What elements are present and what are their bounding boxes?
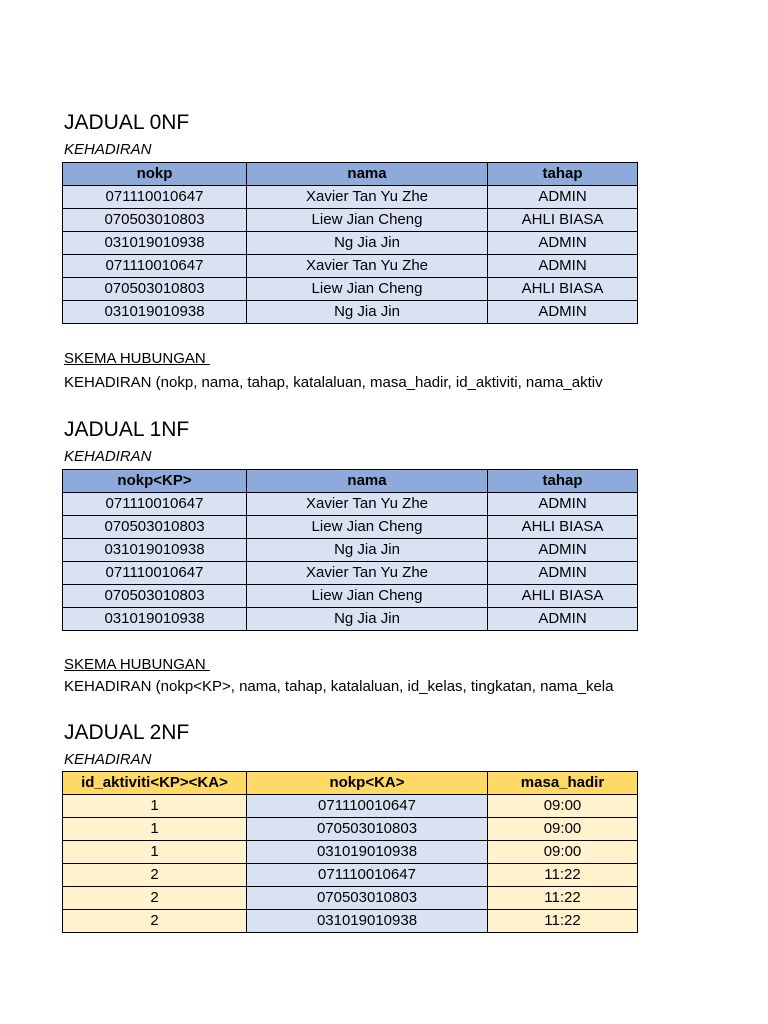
table-cell: AHLI BIASA (488, 278, 638, 301)
table-cell: 070503010803 (247, 818, 488, 841)
table-row (63, 562, 638, 585)
table-row (63, 516, 638, 539)
column-header: nokp (63, 163, 247, 186)
table-cell: 2 (63, 887, 247, 910)
heading-jadual-2nf: JADUAL 2NF (64, 721, 190, 744)
table-cell: Ng Jia Jin (247, 232, 488, 255)
table-cell: Liew Jian Cheng (247, 278, 488, 301)
column-header: nokp<KA> (247, 772, 488, 795)
table-cell: 2 (63, 864, 247, 887)
table-cell: 1 (63, 818, 247, 841)
table-cell: ADMIN (488, 186, 638, 209)
table-row (63, 887, 638, 910)
schema-text-0nf: KEHADIRAN (nokp, nama, tahap, katalaluan, masa_hadir, id_aktiviti, nama_aktiv (64, 374, 603, 391)
column-header: tahap (488, 163, 638, 186)
table-cell: ADMIN (488, 608, 638, 631)
table-row (63, 186, 638, 209)
table-cell: Xavier Tan Yu Zhe (247, 186, 488, 209)
table-header-row (63, 772, 638, 795)
table-row (63, 209, 638, 232)
table-cell: 070503010803 (63, 278, 247, 301)
table-row (63, 255, 638, 278)
table-cell: Liew Jian Cheng (247, 516, 488, 539)
table-header-row (63, 163, 638, 186)
schema-text-1nf: KEHADIRAN (nokp<KP>, nama, tahap, katalaluan, id_kelas, tingkatan, nama_kela (64, 678, 614, 695)
table-row (63, 232, 638, 255)
table-cell: 11:22 (488, 887, 638, 910)
table-cell: Liew Jian Cheng (247, 209, 488, 232)
heading-jadual-0nf: JADUAL 0NF (64, 111, 190, 134)
table-row (63, 301, 638, 324)
table-row (63, 864, 638, 887)
table-cell: AHLI BIASA (488, 516, 638, 539)
table-cell: 070503010803 (63, 516, 247, 539)
table-cell: Liew Jian Cheng (247, 585, 488, 608)
column-header: nama (247, 163, 488, 186)
table-cell: AHLI BIASA (488, 209, 638, 232)
table-cell: 071110010647 (63, 493, 247, 516)
schema-label-1nf: SKEMA HUBUNGAN (64, 656, 210, 673)
table-title-0nf: KEHADIRAN (64, 141, 152, 158)
table-cell: 09:00 (488, 795, 638, 818)
column-header: id_aktiviti<KP><KA> (63, 772, 247, 795)
table-row (63, 608, 638, 631)
table-cell: 09:00 (488, 818, 638, 841)
table-cell: 031019010938 (63, 301, 247, 324)
table-cell: 031019010938 (247, 841, 488, 864)
table-cell: 071110010647 (247, 864, 488, 887)
table-0nf (62, 162, 638, 324)
table-cell: ADMIN (488, 539, 638, 562)
column-header: nokp<KP> (63, 470, 247, 493)
table-cell: ADMIN (488, 301, 638, 324)
table-cell: ADMIN (488, 562, 638, 585)
table-cell: Ng Jia Jin (247, 608, 488, 631)
table-row (63, 585, 638, 608)
table-cell: 11:22 (488, 910, 638, 933)
table-cell: Ng Jia Jin (247, 301, 488, 324)
heading-jadual-1nf: JADUAL 1NF (64, 418, 190, 441)
table-cell: Ng Jia Jin (247, 539, 488, 562)
table-row (63, 493, 638, 516)
table-row (63, 795, 638, 818)
table-row (63, 278, 638, 301)
table-cell: 031019010938 (63, 608, 247, 631)
table-title-1nf: KEHADIRAN (64, 448, 152, 465)
table-cell: Xavier Tan Yu Zhe (247, 562, 488, 585)
table-header-row (63, 470, 638, 493)
table-cell: 09:00 (488, 841, 638, 864)
table-cell: ADMIN (488, 232, 638, 255)
table-cell: 070503010803 (247, 887, 488, 910)
table-cell: 071110010647 (247, 795, 488, 818)
table-row (63, 910, 638, 933)
table-cell: 071110010647 (63, 562, 247, 585)
table-cell: 11:22 (488, 864, 638, 887)
table-2nf (62, 771, 638, 933)
schema-label-0nf: SKEMA HUBUNGAN (64, 350, 210, 367)
table-row (63, 539, 638, 562)
table-cell: 2 (63, 910, 247, 933)
table-cell: 071110010647 (63, 186, 247, 209)
table-cell: 070503010803 (63, 585, 247, 608)
table-row (63, 841, 638, 864)
table-cell: ADMIN (488, 255, 638, 278)
table-cell: 070503010803 (63, 209, 247, 232)
table-cell: 031019010938 (247, 910, 488, 933)
table-cell: 031019010938 (63, 232, 247, 255)
column-header: nama (247, 470, 488, 493)
column-header: masa_hadir (488, 772, 638, 795)
table-row (63, 818, 638, 841)
table-cell: 1 (63, 795, 247, 818)
table-1nf (62, 469, 638, 631)
table-title-2nf: KEHADIRAN (64, 751, 152, 768)
table-cell: 031019010938 (63, 539, 247, 562)
table-cell: 1 (63, 841, 247, 864)
table-cell: Xavier Tan Yu Zhe (247, 255, 488, 278)
table-cell: AHLI BIASA (488, 585, 638, 608)
table-cell: 071110010647 (63, 255, 247, 278)
table-cell: ADMIN (488, 493, 638, 516)
column-header: tahap (488, 470, 638, 493)
table-cell: Xavier Tan Yu Zhe (247, 493, 488, 516)
